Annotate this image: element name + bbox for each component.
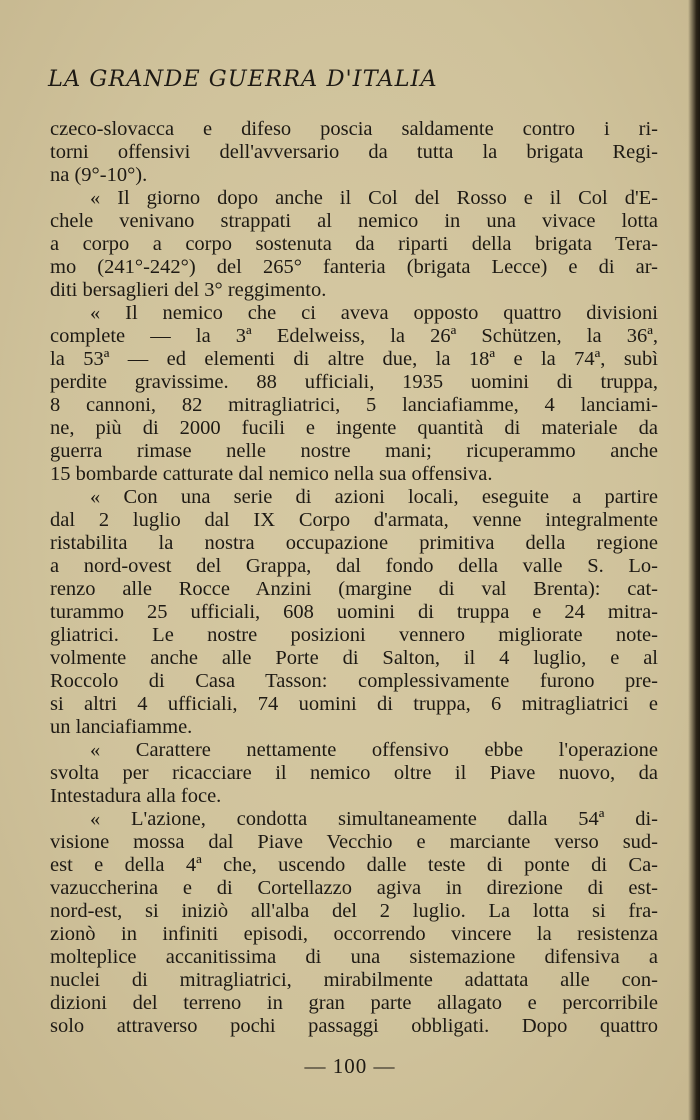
text-line: guerra rimase nelle nostre mani; ricuperammo anche [50, 440, 658, 462]
text-line: « Carattere nettamente offensivo ebbe l'operazione [90, 739, 658, 761]
text-line: nuclei di mitragliatrici, mirabilmente adattata alle con- [50, 969, 658, 991]
text-line: vazuccherina e di Cortellazzo agiva in direzione di est- [50, 877, 658, 899]
text-line: mo (241°-242°) del 265° fanteria (brigata Lecce) e di ar- [50, 256, 658, 278]
text-line: nord-est, si iniziò all'alba del 2 luglio. La lotta si fra- [50, 900, 658, 922]
text-line: zionò in infiniti episodi, occorrendo vincere la resistenza [50, 923, 658, 945]
text-line: volmente anche alle Porte di Salton, il 4 luglio, e al [50, 647, 658, 669]
text-line: na (9°-10°). [50, 164, 148, 186]
text-line: complete — la 3ª Edelweiss, la 26ª Schützen, la 36ª, [50, 325, 658, 347]
page-number: — 100 — [304, 1054, 396, 1078]
text-line: si altri 4 ufficiali, 74 uomini di truppa, 6 mitragliatrici e [50, 693, 658, 715]
text-line: perdite gravissime. 88 ufficiali, 1935 uomini di truppa, [50, 371, 658, 393]
text-line: gliatrici. Le nostre posizioni vennero migliorate note- [50, 624, 658, 646]
text-line: 8 cannoni, 82 mitragliatrici, 5 lanciafiamme, 4 lanciami- [50, 394, 658, 416]
text-line: visione mossa dal Piave Vecchio e marciante verso sud- [50, 831, 658, 853]
text-line: turammo 25 ufficiali, 608 uomini di truppa e 24 mitra- [50, 601, 658, 623]
text-line: un lanciafiamme. [50, 716, 193, 738]
body-text [50, 118, 658, 1038]
running-head: LA GRANDE GUERRA D'ITALIA [48, 66, 438, 92]
text-line: a corpo a corpo sostenuta da riparti della brigata Tera- [50, 233, 658, 255]
text-line: diti bersaglieri del 3° reggimento. [50, 279, 327, 301]
text-line: 15 bombarde catturate dal nemico nella sua offensiva. [50, 463, 493, 485]
text-line: Intestadura alla foce. [50, 785, 222, 807]
text-line: czeco-slovacca e difeso poscia saldamente contro i ri- [50, 118, 658, 140]
text-line: svolta per ricacciare il nemico oltre il Piave nuovo, da [50, 762, 658, 784]
text-line: chele venivano strappati al nemico in una vivace lotta [50, 210, 658, 232]
text-line: dizioni del terreno in gran parte allagato e percorribile [50, 992, 658, 1014]
text-line: est e della 4ª che, uscendo dalle teste di ponte di Ca- [50, 854, 658, 876]
text-line: molteplice accanitissima di una sistemazione difensiva a [50, 946, 658, 968]
text-line: « L'azione, condotta simultaneamente dalla 54ª di- [90, 808, 658, 830]
text-line: ristabilita la nostra occupazione primitiva della regione [50, 532, 658, 554]
text-line: dal 2 luglio dal IX Corpo d'armata, venne integralmente [50, 509, 658, 531]
text-line: solo attraverso pochi passaggi obbligati. Dopo quattro [50, 1015, 658, 1037]
text-line: renzo alle Rocce Anzini (margine di val Brenta): cat- [50, 578, 658, 600]
text-line: « Il giorno dopo anche il Col del Rosso e il Col d'E- [90, 187, 658, 209]
text-line: « Il nemico che ci aveva opposto quattro divisioni [90, 302, 658, 324]
text-line: la 53ª — ed elementi di altre due, la 18ª e la 74ª, subì [50, 348, 658, 370]
page-edge-shadow [688, 0, 700, 1120]
text-line: « Con una serie di azioni locali, eseguite a partire [90, 486, 658, 508]
text-line: torni offensivi dell'avversario da tutta la brigata Regi- [50, 141, 658, 163]
text-line: a nord-ovest del Grappa, dal fondo della valle S. Lo- [50, 555, 658, 577]
text-line: ne, più di 2000 fucili e ingente quantità di materiale da [50, 417, 658, 439]
text-line: Roccolo di Casa Tasson: complessivamente furono pre- [50, 670, 658, 692]
